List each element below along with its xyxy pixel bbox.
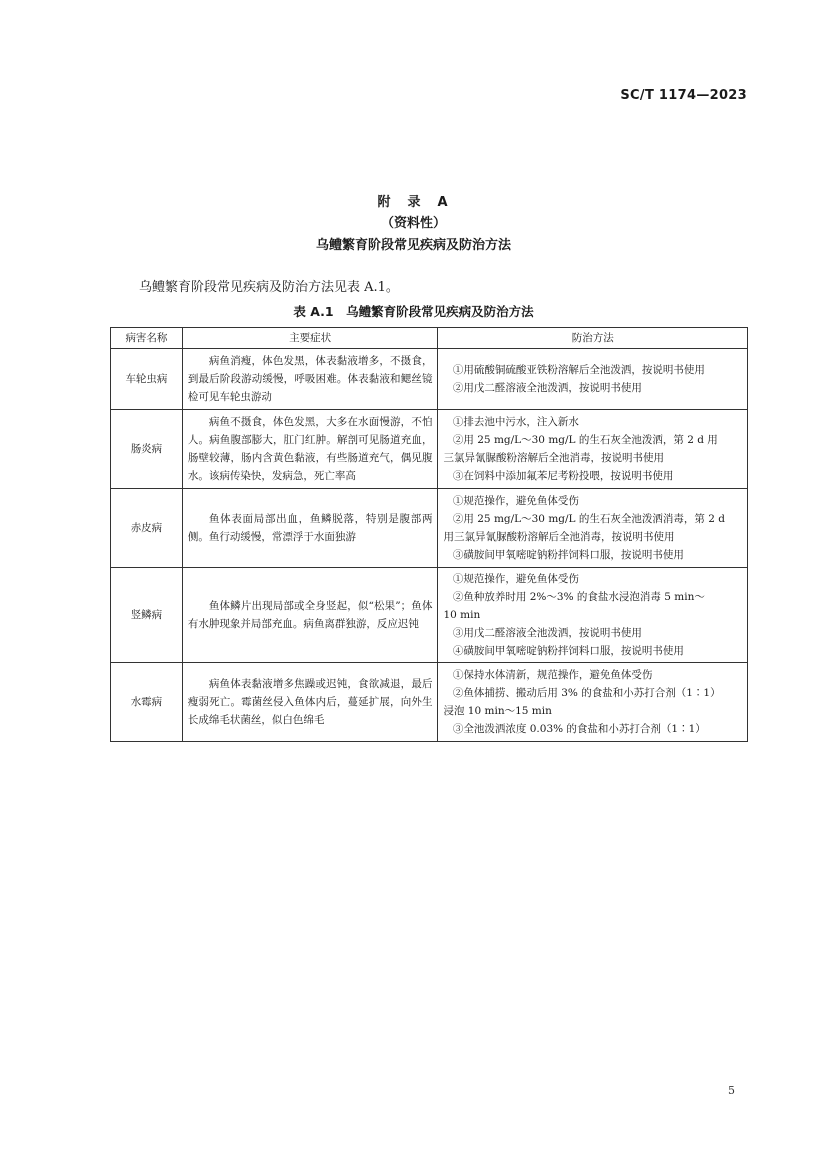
method-line: ①保持水体清新，规范操作，避免鱼体受伤 — [452, 669, 653, 681]
disease-methods — [438, 349, 748, 410]
method-line: ③用戊二醛溶液全池泼洒，按说明书使用 — [452, 627, 642, 639]
disease-methods — [438, 410, 748, 489]
method-line: 10 min — [443, 609, 481, 621]
method-line: ①排去池中污水，注入新水 — [452, 416, 579, 428]
header-symptoms: 主要症状 — [182, 328, 438, 349]
table-caption: 表 A.1 乌鳢繁育阶段常见疾病及防治方法 — [293, 304, 534, 319]
disease-symptoms: 鱼体鳞片出现局部或全身竖起，似“松果”；鱼体有水肿现象并局部充血。病鱼离群独游，反应迟钝 — [182, 568, 438, 663]
method-line: ②用 25 mg/L～30 mg/L 的生石灰全池泼洒，第 2 d 用 — [452, 434, 718, 446]
disease-methods — [438, 489, 748, 568]
method-line: ②用戊二醛溶液全池泼洒，按说明书使用 — [452, 382, 642, 394]
disease-table — [110, 327, 748, 742]
header-methods: 防治方法 — [438, 328, 748, 349]
appendix-title: 附 录 A — [377, 195, 450, 210]
disease-name: 竖鳞病 — [111, 568, 183, 663]
table-header-row — [111, 328, 748, 349]
disease-name: 肠炎病 — [111, 410, 183, 489]
method-line: 浸泡 10 min～15 min — [443, 705, 552, 717]
intro-paragraph: 乌鳢繁育阶段常见疾病及防治方法见表 A.1。 — [139, 280, 399, 295]
disease-symptoms: 病鱼消瘦，体色发黑，体表黏液增多，不摄食，到最后阶段游动缓慢，呼吸困难。体表黏液和鳃丝镜检可见车轮虫游动 — [182, 349, 438, 410]
page-number: 5 — [728, 1084, 735, 1097]
disease-name: 赤皮病 — [111, 489, 183, 568]
disease-name: 水霉病 — [111, 663, 183, 742]
disease-methods — [438, 568, 748, 663]
disease-methods — [438, 663, 748, 742]
disease-symptoms: 病鱼体表黏液增多焦躁或迟钝，食欲减退，最后瘦弱死亡。霉菌丝侵入鱼体内后，蔓延扩展，向外生长成绵毛状菌丝，似白色绵毛 — [182, 663, 438, 742]
method-line: ③在饲料中添加氟苯尼考粉投喂，按说明书使用 — [452, 470, 674, 482]
method-line: ①规范操作，避免鱼体受伤 — [452, 495, 579, 507]
method-line: ②鱼体捕捞、搬动后用 3% 的食盐和小苏打合剂（1∶1） — [452, 687, 721, 699]
table-row — [111, 349, 748, 410]
appendix-name: 乌鳢繁育阶段常见疾病及防治方法 — [315, 238, 511, 253]
disease-symptoms: 鱼体表面局部出血，鱼鳞脱落，特别是腹部两侧。鱼行动缓慢，常漂浮于水面独游 — [182, 489, 438, 568]
table-row — [111, 489, 748, 568]
header-disease-name: 病害名称 — [111, 328, 183, 349]
disease-symptoms: 病鱼不摄食，体色发黑，大多在水面慢游，不怕人。病鱼腹部膨大，肛门红肿。解剖可见肠道充血，肠壁较薄，肠内含黄色黏液，有些肠道充气，偶见腹水。该病传染快，发病急，死亡率高 — [182, 410, 438, 489]
table-row — [111, 568, 748, 663]
method-line: ②鱼种放养时用 2%～3% 的食盐水浸泡消毒 5 min～ — [452, 591, 705, 603]
method-line: ③磺胺间甲氧嘧啶钠粉拌饲料口服，按说明书使用 — [452, 549, 684, 561]
disease-name: 车轮虫病 — [111, 349, 183, 410]
method-line: 三氯异氰脲酸粉溶解后全池消毒，按说明书使用 — [443, 452, 664, 464]
method-line: 用三氯异氰脲酸粉溶解后全池消毒，按说明书使用 — [443, 531, 675, 543]
document-code: SC/T 1174—2023 — [620, 88, 747, 103]
table-row — [111, 663, 748, 742]
method-line: ③全池泼洒浓度 0.03% 的食盐和小苏打合剂（1∶1） — [452, 723, 706, 735]
method-line: ④磺胺间甲氧嘧啶钠粉拌饲料口服，按说明书使用 — [452, 645, 684, 657]
table-row — [111, 410, 748, 489]
method-line: ②用 25 mg/L～30 mg/L 的生石灰全池泼洒消毒，第 2 d — [452, 513, 725, 525]
method-line: ①规范操作，避免鱼体受伤 — [452, 573, 579, 585]
method-line: ①用硫酸铜硫酸亚铁粉溶解后全池泼洒，按说明书使用 — [452, 364, 705, 376]
appendix-subtitle: （资料性） — [380, 216, 446, 231]
